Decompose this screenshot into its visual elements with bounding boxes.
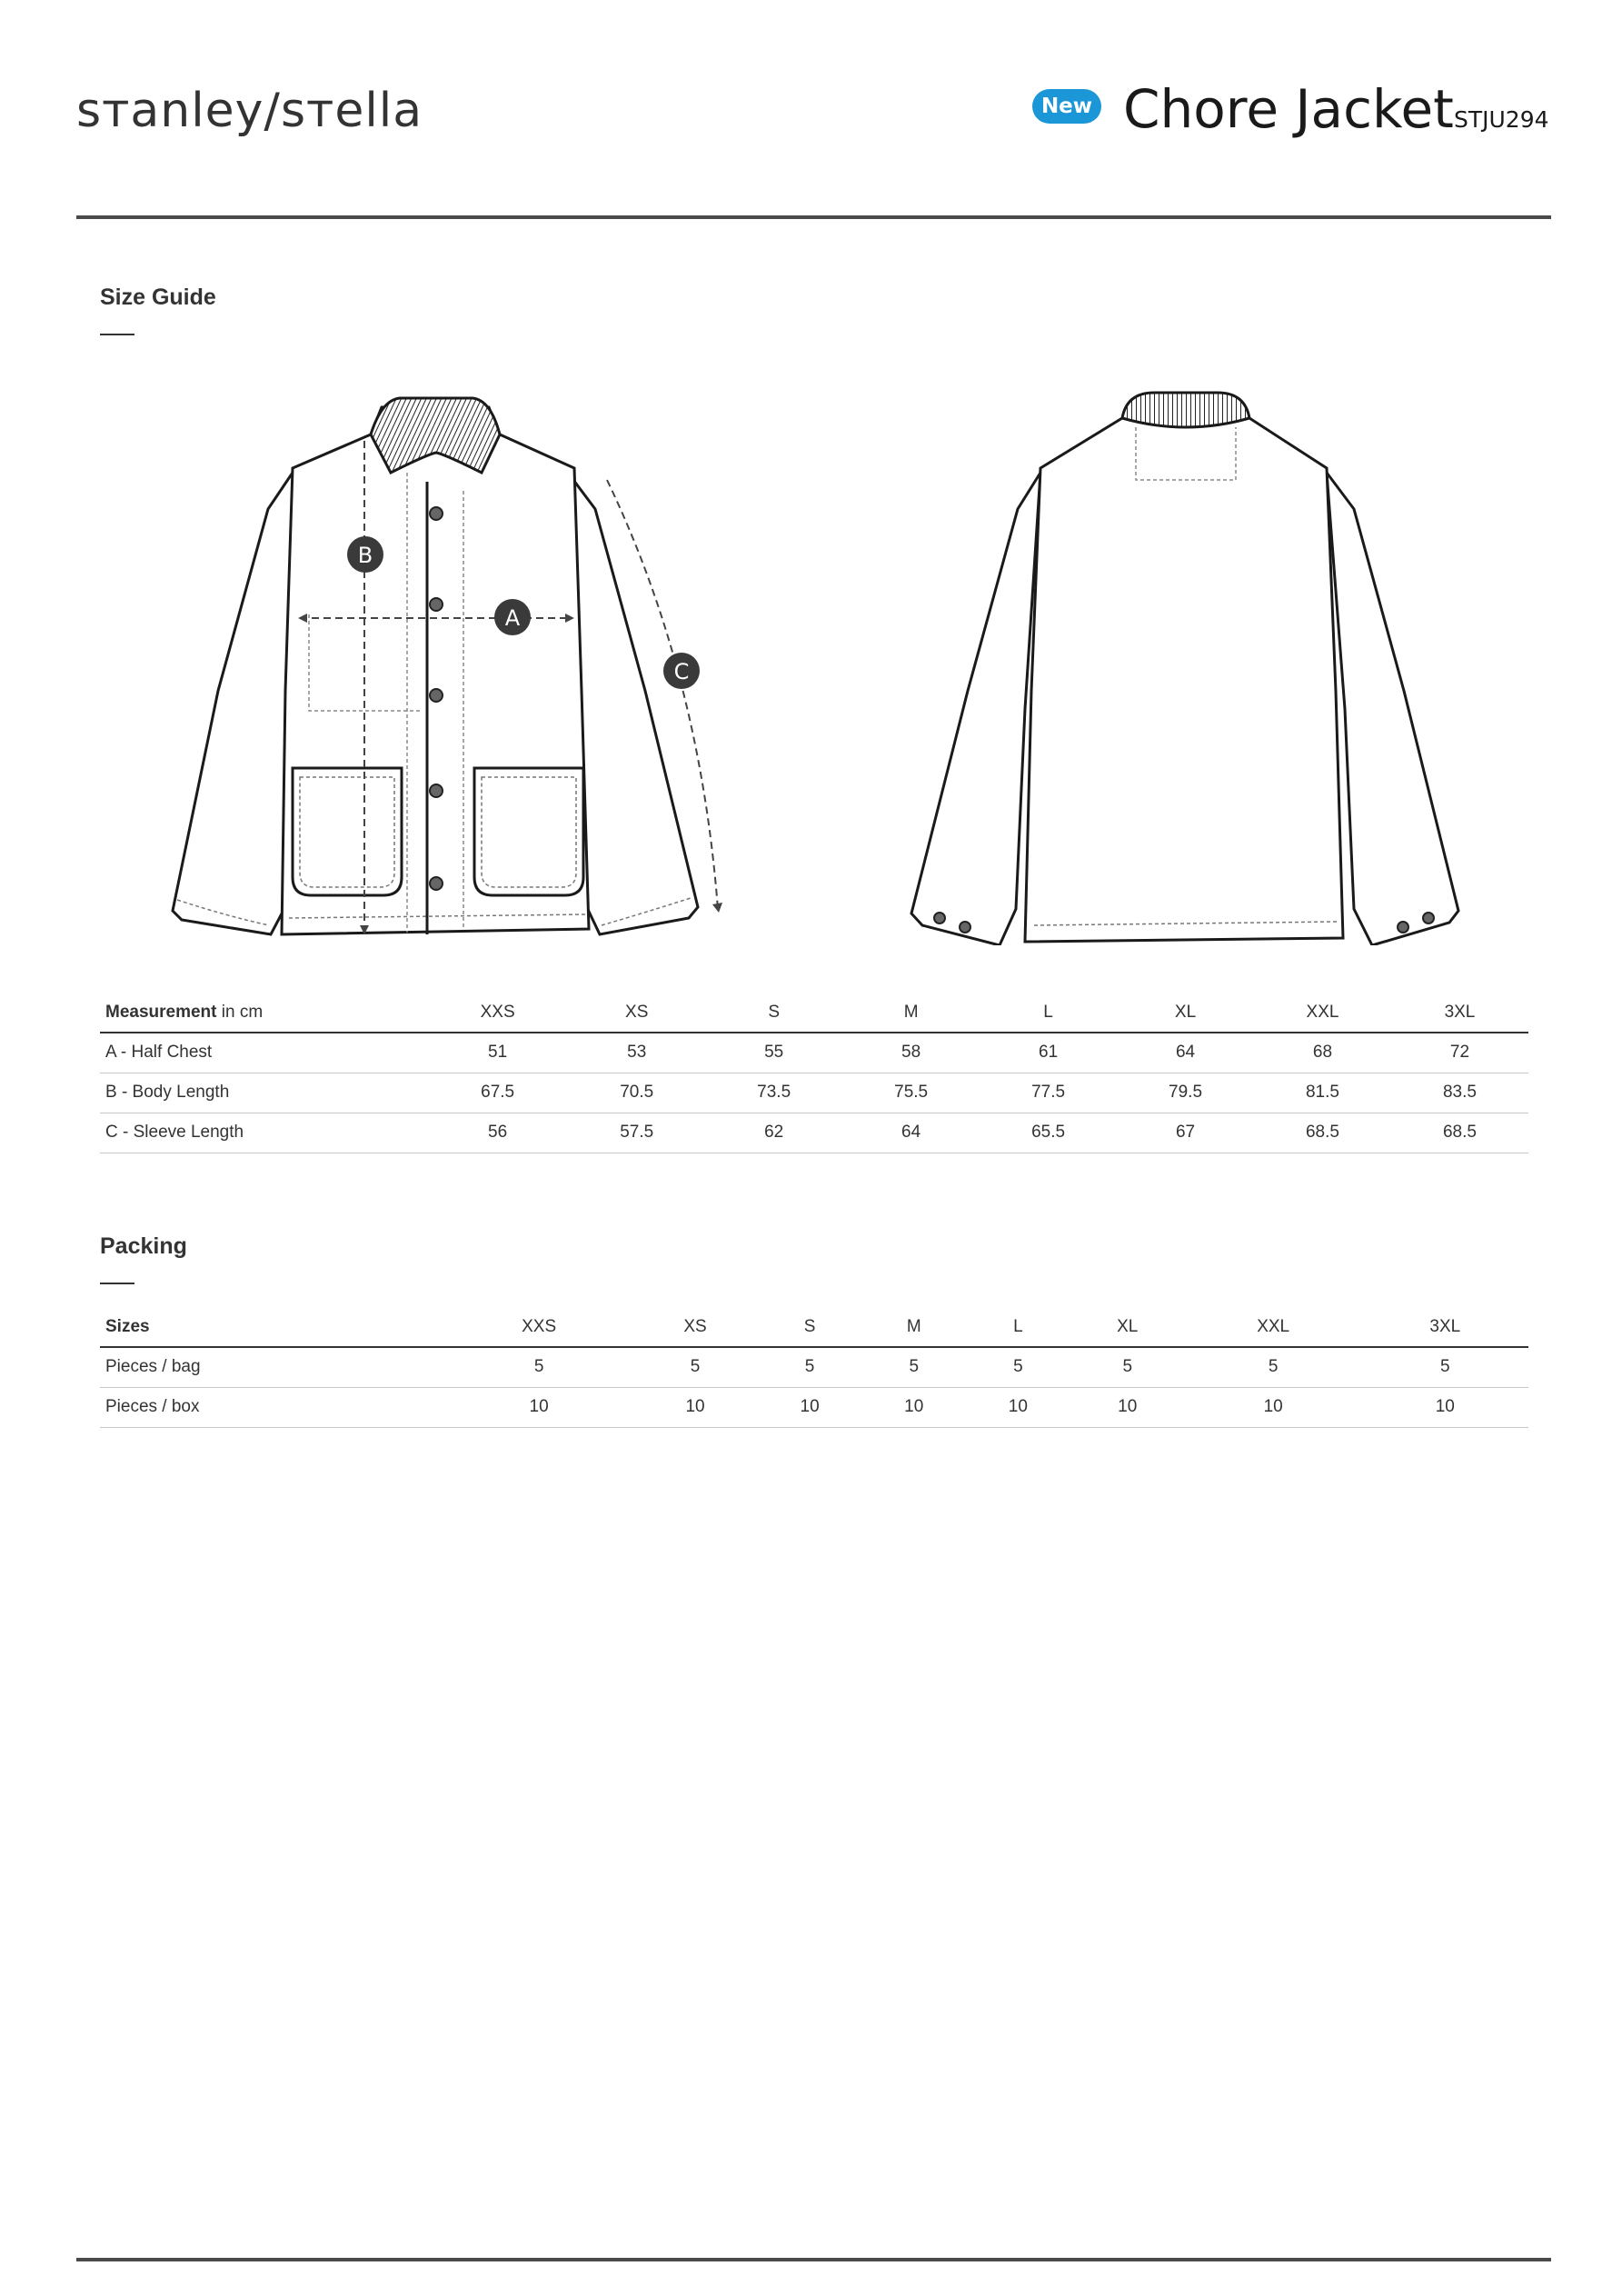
product-code: STJU294 <box>1454 106 1549 133</box>
size-header: XXS <box>445 1307 632 1347</box>
table-cell: 5 <box>758 1347 862 1387</box>
table-cell: 10 <box>445 1387 632 1427</box>
table-cell: 10 <box>1070 1387 1185 1427</box>
table-cell: 5 <box>445 1347 632 1387</box>
size-header: XL <box>1117 993 1254 1033</box>
table-cell: 56 <box>427 1113 568 1153</box>
size-header: XL <box>1070 1307 1185 1347</box>
table-cell: 5 <box>1070 1347 1185 1387</box>
header-divider <box>76 215 1551 219</box>
table-cell: 79.5 <box>1117 1073 1254 1113</box>
svg-text:C: C <box>673 659 690 684</box>
packing-table <box>100 1307 1528 1428</box>
table-cell: 10 <box>966 1387 1070 1427</box>
table-cell: 83.5 <box>1391 1073 1528 1113</box>
row-label: Pieces / bag <box>100 1347 445 1387</box>
size-guide-dash <box>100 334 134 335</box>
size-header: XXL <box>1254 993 1391 1033</box>
packing-table-header <box>100 1307 1528 1347</box>
table-cell: 51 <box>427 1033 568 1073</box>
svg-text:A: A <box>504 605 521 631</box>
size-header: XS <box>568 993 705 1033</box>
table-cell: 64 <box>1117 1033 1254 1073</box>
row-label: Pieces / box <box>100 1387 445 1427</box>
jacket-front-illustration <box>164 382 745 945</box>
table-cell: 68 <box>1254 1033 1391 1073</box>
table-row <box>100 1113 1528 1153</box>
packing-title: Packing <box>100 1233 187 1259</box>
table-cell: 67.5 <box>427 1073 568 1113</box>
size-guide-title: Size Guide <box>100 285 216 310</box>
size-header: S <box>705 993 842 1033</box>
table-cell: 64 <box>842 1113 980 1153</box>
table-cell: 5 <box>1362 1347 1528 1387</box>
table-cell: 81.5 <box>1254 1073 1391 1113</box>
size-header: XS <box>632 1307 758 1347</box>
size-header: S <box>758 1307 862 1347</box>
table-cell: 75.5 <box>842 1073 980 1113</box>
table-cell: 62 <box>705 1113 842 1153</box>
packing-dash <box>100 1283 134 1284</box>
table-cell: 5 <box>966 1347 1070 1387</box>
table-cell: 65.5 <box>980 1113 1117 1153</box>
size-header: 3XL <box>1391 993 1528 1033</box>
sizes-header: Sizes <box>100 1307 445 1347</box>
table-cell: 5 <box>1185 1347 1362 1387</box>
measurement-header: Measurement in cm <box>100 993 427 1033</box>
size-header: M <box>861 1307 966 1347</box>
table-cell: 55 <box>705 1033 842 1073</box>
size-header: XXS <box>427 993 568 1033</box>
table-cell: 77.5 <box>980 1073 1117 1113</box>
row-label: B - Body Length <box>100 1073 427 1113</box>
table-cell: 61 <box>980 1033 1117 1073</box>
table-cell: 10 <box>758 1387 862 1427</box>
table-cell: 53 <box>568 1033 705 1073</box>
jacket-back-illustration <box>900 382 1481 945</box>
new-badge: New <box>1032 89 1101 124</box>
size-header: L <box>980 993 1117 1033</box>
table-cell: 68.5 <box>1254 1113 1391 1153</box>
size-header: M <box>842 993 980 1033</box>
table-cell: 10 <box>1185 1387 1362 1427</box>
table-cell: 10 <box>861 1387 966 1427</box>
size-table <box>100 993 1528 1153</box>
size-header: 3XL <box>1362 1307 1528 1347</box>
table-cell: 73.5 <box>705 1073 842 1113</box>
table-cell: 70.5 <box>568 1073 705 1113</box>
table-cell: 5 <box>861 1347 966 1387</box>
row-label: A - Half Chest <box>100 1033 427 1073</box>
svg-text:B: B <box>357 543 373 568</box>
table-row <box>100 1347 1528 1387</box>
table-cell: 68.5 <box>1391 1113 1528 1153</box>
table-cell: 5 <box>632 1347 758 1387</box>
size-table-header <box>100 993 1528 1033</box>
table-cell: 10 <box>632 1387 758 1427</box>
table-row <box>100 1387 1528 1427</box>
table-cell: 67 <box>1117 1113 1254 1153</box>
table-cell: 58 <box>842 1033 980 1073</box>
table-cell: 10 <box>1362 1387 1528 1427</box>
table-row <box>100 1033 1528 1073</box>
product-title: Chore Jacket <box>1123 78 1454 140</box>
footer-divider <box>76 2258 1551 2261</box>
table-cell: 57.5 <box>568 1113 705 1153</box>
table-cell: 72 <box>1391 1033 1528 1073</box>
brand-logo: sᴛanley/sᴛella <box>76 84 423 138</box>
size-header: XXL <box>1185 1307 1362 1347</box>
table-row <box>100 1073 1528 1113</box>
row-label: C - Sleeve Length <box>100 1113 427 1153</box>
size-header: L <box>966 1307 1070 1347</box>
